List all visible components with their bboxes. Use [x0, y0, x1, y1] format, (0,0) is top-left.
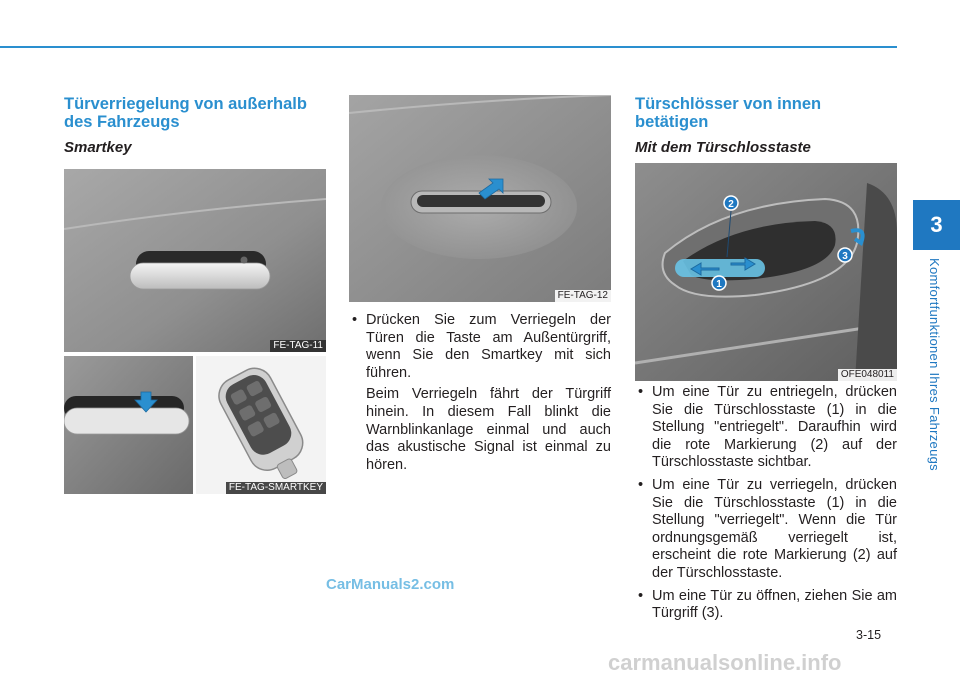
right-bullet-list	[638, 384, 897, 628]
subheading-smartkey: Smartkey	[64, 139, 132, 156]
callout-3: 3	[842, 251, 848, 262]
bullet-text: Drücken Sie zum Verriegeln der Türen die Taste am Außentürgriff, wenn Sie den Smartkey mit sich führen.	[366, 312, 611, 381]
watermark: CarManuals2.com	[326, 576, 455, 593]
photo-door-handle	[64, 169, 326, 352]
photo-handle-retract	[349, 95, 611, 302]
watermark: carmanualsonline.info	[608, 650, 842, 675]
page-number: 3-15	[856, 628, 882, 642]
handle-retract-illustration	[349, 95, 611, 302]
callout-1: 1	[716, 279, 722, 290]
handle-button-illustration	[64, 356, 193, 494]
section-heading-inside-lock: Türschlösser von innen betätigen	[635, 95, 822, 131]
list-item: • Um eine Tür zu verriegeln, drücken Sie die Türschlosstaste (1) in die Stellung "verriegelt". Wenn die Tür ordnungsgemäß verriegelt ist, erscheint die rote Markierung (2) auf der Türschlosstaste.	[638, 477, 897, 583]
photo-smartkey	[196, 356, 326, 494]
callout-2: 2	[728, 199, 734, 210]
smartkey-illustration	[196, 356, 326, 494]
chapter-number-tab: 3	[913, 200, 960, 250]
subheading-lock-button: Mit dem Türschlosstaste	[635, 139, 811, 156]
list-item: • Um eine Tür zu öffnen, ziehen Sie am Türgriff (3).	[638, 588, 897, 623]
chapter-title: Komfortfunktionen Ihres Fahrzeugs	[927, 258, 942, 471]
image-code: FE-TAG-12	[555, 290, 611, 302]
section-heading-outside-lock: Türverriegelung von außerhalb des Fahrzeugs	[64, 95, 307, 131]
door-handle-illustration	[64, 169, 326, 352]
image-code: FE-TAG-11	[270, 340, 326, 352]
list-item: • Um eine Tür zu entriegeln, drücken Sie die Türschlosstaste (1) in die Stellung "entriegelt". Daraufhin wird die rote Markierung (2) auf der Türschlosstaste sichtbar.	[638, 384, 897, 472]
photo-handle-button	[64, 356, 193, 494]
header-rule	[0, 46, 897, 48]
list-item	[352, 312, 611, 474]
image-code: OFE048011	[838, 369, 897, 381]
photo-inner-door	[635, 163, 897, 381]
middle-bullet-list	[352, 312, 611, 479]
bullet-extra-text: Beim Verriegeln fährt der Türgriff hinein. In diesem Fall blinkt die Warnblinkanlage einmal und auch das akustische Signal ist einmal zu hören.	[366, 386, 611, 473]
inner-door-illustration	[635, 163, 897, 381]
image-code: FE-TAG-SMARTKEY	[226, 482, 326, 494]
